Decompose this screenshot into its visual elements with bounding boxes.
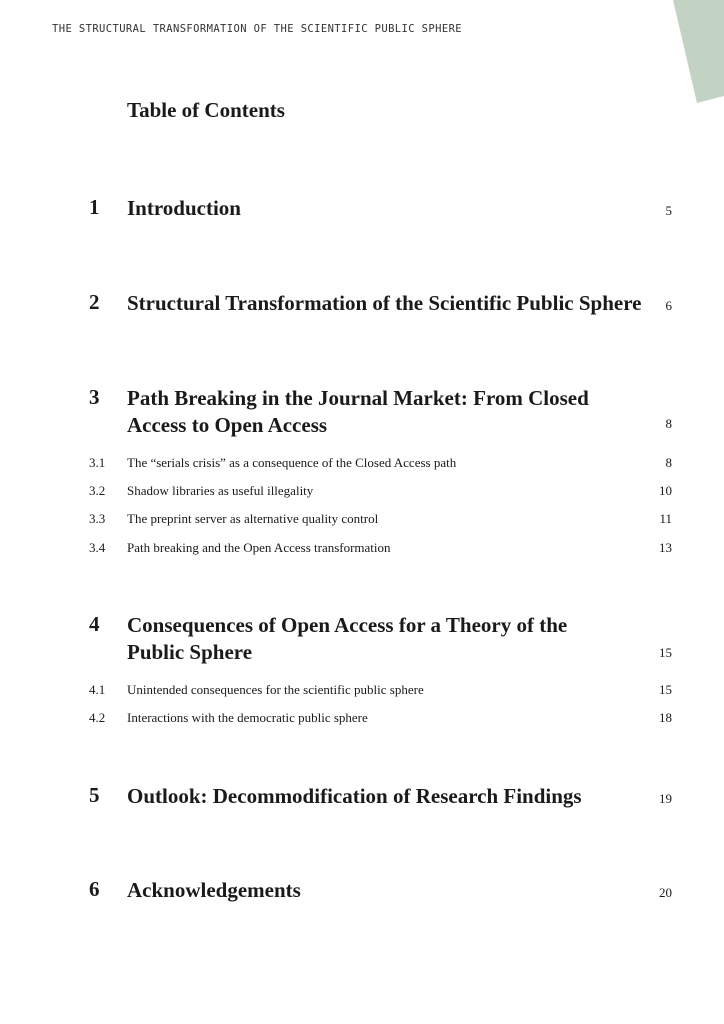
toc-section-4-2[interactable]: [0, 710, 724, 730]
chapter-title-line: Access to Open Access: [127, 413, 328, 437]
section-page: 18: [659, 710, 672, 725]
running-header: THE STRUCTURAL TRANSFORMATION OF THE SCIENTIFIC PUBLIC SPHERE: [52, 23, 463, 35]
section-number: 3.3: [89, 511, 106, 526]
corner-decoration: [664, 0, 724, 105]
section-number: 3.4: [89, 540, 106, 555]
chapter-page: 15: [659, 645, 672, 660]
section-number: 4.1: [89, 682, 106, 697]
section-title: The preprint server as alternative quality control: [127, 511, 379, 526]
chapter-title: Outlook: Decommodification of Research Findings: [127, 784, 582, 808]
section-title: Shadow libraries as useful illegality: [127, 483, 314, 498]
chapter-title-line: Path Breaking in the Journal Market: From Closed: [127, 386, 589, 410]
section-page: 15: [659, 682, 672, 697]
chapter-page: 5: [665, 203, 672, 218]
chapter-title-line: Consequences of Open Access for a Theory of the: [127, 613, 568, 637]
toc-section-3-1[interactable]: [0, 455, 724, 475]
section-page: 13: [659, 540, 672, 555]
section-title: Unintended consequences for the scientific public sphere: [127, 682, 424, 697]
chapter-number: 2: [89, 290, 100, 314]
chapter-page: 19: [659, 791, 672, 806]
section-number: 4.2: [89, 710, 106, 725]
chapter-number: 6: [89, 877, 100, 901]
chapter-page: 8: [665, 416, 672, 431]
section-title: The “serials crisis” as a consequence of the Closed Access path: [127, 455, 457, 470]
chapter-title-line: Public Sphere: [127, 640, 253, 664]
section-page: 8: [665, 455, 672, 470]
toc-title: Table of Contents: [127, 98, 285, 122]
toc-section-3-3[interactable]: [0, 511, 724, 531]
chapter-title: [127, 612, 652, 666]
chapter-title: Structural Transformation of the Scientific Public Sphere: [127, 291, 642, 315]
section-number: 3.2: [89, 483, 106, 498]
chapter-number: 4: [89, 612, 100, 636]
chapter-page: 6: [665, 298, 672, 313]
chapter-page: 20: [659, 885, 672, 900]
section-page: 11: [659, 511, 672, 526]
chapter-number: 3: [89, 385, 100, 409]
chapter-title: Introduction: [127, 196, 241, 220]
chapter-number: 5: [89, 783, 100, 807]
toc-section-3-2[interactable]: [0, 483, 724, 503]
section-number: 3.1: [89, 455, 106, 470]
section-page: 10: [659, 483, 672, 498]
toc-section-4-1[interactable]: [0, 682, 724, 702]
toc-section-3-4[interactable]: [0, 540, 724, 560]
section-title: Path breaking and the Open Access transformation: [127, 540, 391, 555]
chapter-title: [127, 385, 652, 439]
chapter-title: Acknowledgements: [127, 878, 301, 902]
chapter-number: 1: [89, 195, 100, 219]
section-title: Interactions with the democratic public sphere: [127, 710, 368, 725]
